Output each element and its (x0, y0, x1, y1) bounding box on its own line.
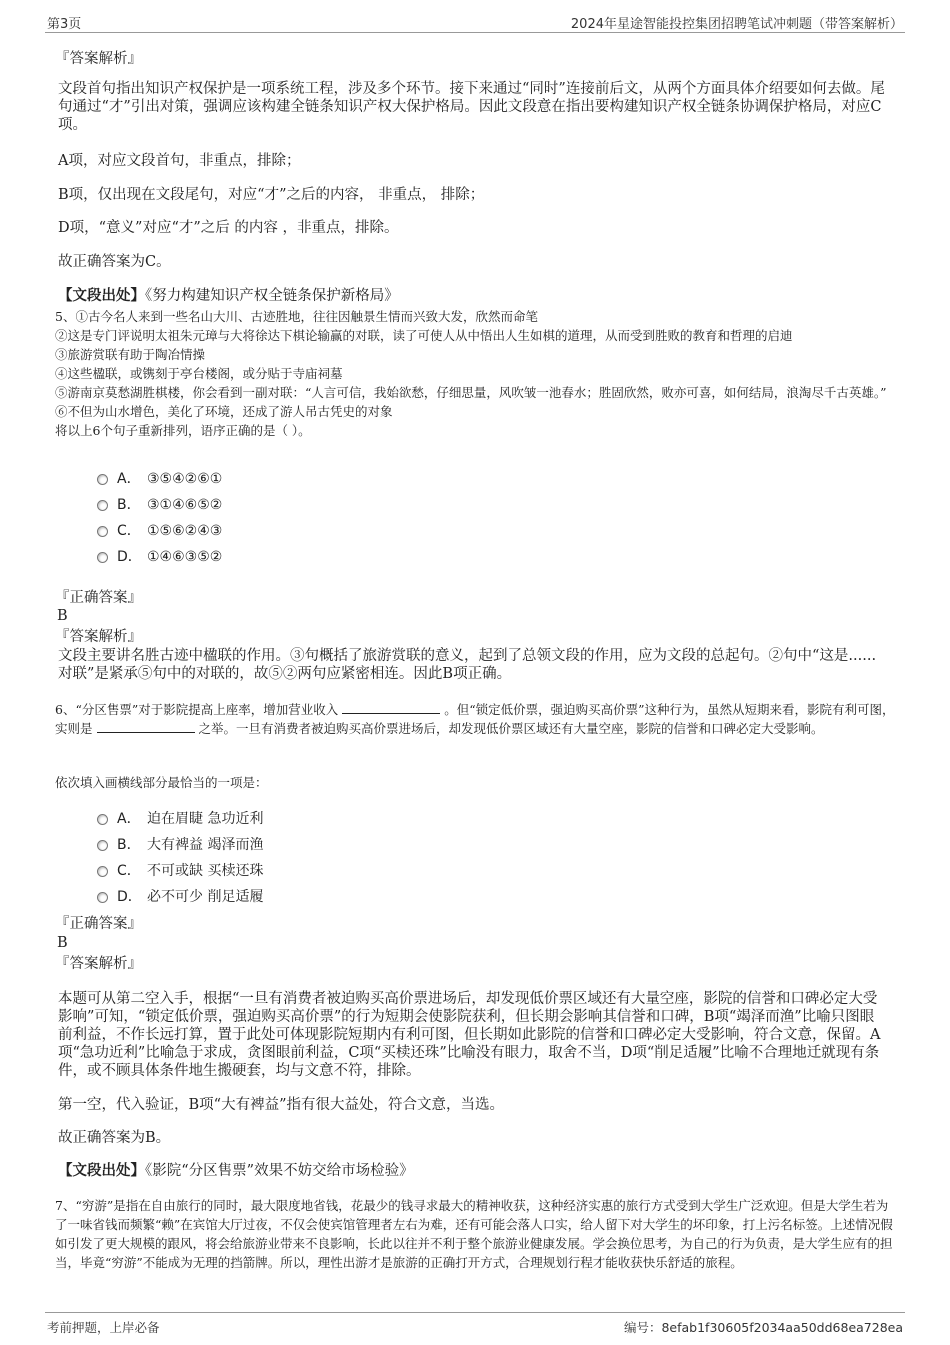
q5-stem-line: 将以上6个句子重新排列，语序正确的是（ ）。 (55, 423, 311, 438)
q6-option-d[interactable]: D． 必不可少 削足适履 (97, 888, 263, 906)
page-number: 第3页 (47, 17, 82, 32)
q4-source-title: 《努力构建知识产权全链条保护新格局》 (145, 288, 399, 304)
radio-icon[interactable] (97, 814, 108, 825)
q6-conclusion: 故正确答案为B。 (58, 1130, 171, 1146)
q4-option-b-note: B项，仅出现在文段尾句，对应“才”之后的内容， 非重点， 排除； (58, 187, 485, 203)
q7-stem: 7、“穷游”是指在自由旅行的同时，最大限度地省钱，花最少的钱寻求最大的精神收获，这种经济实惠的旅行方式受到大学生广泛欢迎。但是大学生若为了一味省钱而频繁“赖”在宾馆大厅过夜，不仅会使宾馆管理者左右为难，还有可能会落人口实，给人留下对大学生的坏印象，打上污名标签。上述情况假如引发了更大规模的跟风，将会给旅游业带来不良影响，长此以往并不利于整个旅游业健康发展。学会换位思考，为自己的行为负责，是大学生应有的担当，毕竟“穷游”不能成为无理的挡箭牌。所以，理性出游才是旅游的正确打开方式，合理规划行程才能收获快乐舒适的旅程。 (55, 1198, 893, 1270)
q5-stem-line: ④这些楹联，或镌刻于亭台楼阁，或分贴于寺庙祠墓 (55, 366, 343, 381)
q6-option-c[interactable]: C． 不可或缺 买椟还珠 (97, 862, 263, 880)
q6-source-label: 【文段出处】 (58, 1162, 145, 1179)
q5-answer-heading: 『正确答案』 (55, 590, 142, 606)
q4-analysis-para: 文段首句指出知识产权保护是一项系统工程，涉及多个环节。接下来通过“同时”连接前后文，从两个方面具体介绍要如何去做。尾句通过“才”引出对策，强调应该构建全链条知识产权大保护格局。因此文段意在指出要构建知识产权全链条协调保护格局，对应C项。 (58, 81, 885, 133)
q5-answer: B (57, 608, 68, 624)
blank-line (342, 701, 440, 714)
q6-answer-heading: 『正确答案』 (55, 916, 142, 932)
q6-option-a[interactable]: A． 迫在眉睫 急功近利 (97, 810, 263, 828)
radio-icon[interactable] (97, 892, 108, 903)
q6-analysis-para: 本题可从第二空入手，根据“一旦有消费者被迫购买高价票进场后，却发现低价票区域还有大量空座，影院的信誉和口碑必定大受影响”可知，“锁定低价票，强迫购买高价票”的行为短期会使影院获利，但长期会影响其信誉和口碑，B项“竭泽而渔”比喻只图眼前利益，不作长远打算，置于此处可体现影院短期内有利可图，但长期如此影院的信誉和口碑必定大受影响，符合文意，保留。A项“急功近利”比喻急于求成，贪图眼前利益，C项“买椟还珠”比喻没有眼力，取舍不当，D项“削足适履”比喻不合理地迁就现有条件，或不顾具体条件地生搬硬套，均与文意不符，排除。 (58, 991, 881, 1079)
q5-analysis: 文段主要讲名胜古迹中楹联的作用。③句概括了旅游赏联的意义，起到了总领文段的作用，应为文段的总起句。②句中“这是......对联”是紧承⑤句中的对联的，故⑤②两句应紧密相连。因此B项正确。 (58, 648, 877, 682)
q6-source (58, 1162, 903, 1180)
q6-source-title: 《影院“分区售票”效果不妨交给市场检验》 (145, 1163, 414, 1179)
q5-stem-line: 5、①古今名人来到一些名山大川、古迹胜地，往往因触景生情而兴致大发，欣然而命笔 (55, 309, 538, 324)
q5-stem-line: ②这是专门评说明太祖朱元璋与大将徐达下棋论输赢的对联，读了可使人从中悟出人生如棋的道理，从而受到胜败的教育和哲理的启迪 (55, 328, 793, 343)
q5-option-c[interactable]: C． ①⑤⑥②④③ (97, 522, 222, 540)
radio-icon[interactable] (97, 552, 108, 563)
q5-stem-line: ⑥不但为山水增色，美化了环境，还成了游人吊古凭史的对象 (55, 404, 393, 419)
page-footer (45, 1312, 905, 1335)
q5-stem-line: ③旅游赏联有助于陶冶情操 (55, 347, 206, 362)
q4-source-label: 【文段出处】 (58, 287, 145, 304)
q4-source (58, 287, 903, 305)
radio-icon[interactable] (97, 866, 108, 877)
document-title: 2024年星途智能投控集团招聘笔试冲刺题（带答案解析） (570, 17, 903, 32)
q6-verification: 第一空，代入验证，B项“大有裨益”指有很大益处，符合文意，当选。 (58, 1097, 504, 1113)
q5-option-b[interactable]: B． ③①④⑥⑤② (97, 496, 222, 514)
q5-option-a[interactable]: A． ③⑤④②⑥① (97, 470, 222, 488)
q6-option-b[interactable]: B． 大有裨益 竭泽而渔 (97, 836, 263, 854)
q4-option-a-note: A项，对应文段首句，非重点，排除； (58, 153, 301, 169)
q5-stem (55, 307, 900, 440)
radio-icon[interactable] (97, 526, 108, 537)
blank-line (97, 720, 195, 733)
document-id: 编号：8efab1f30605f2034aa50dd68ea728ea (623, 1320, 903, 1335)
radio-icon[interactable] (97, 840, 108, 851)
q5-analysis-heading: 『答案解析』 (55, 629, 142, 645)
q6-answer: B (57, 935, 68, 951)
q5-option-d[interactable]: D． ①④⑥③⑤② (97, 548, 222, 566)
page-header (45, 10, 905, 33)
radio-icon[interactable] (97, 500, 108, 511)
q4-option-d-note: D项，“意义”对应“才”之后 的内容 ，非重点，排除。 (58, 220, 399, 236)
q4-conclusion: 故正确答案为C。 (58, 254, 171, 270)
q4-analysis-heading: 『答案解析』 (55, 51, 142, 67)
q6-analysis-heading: 『答案解析』 (55, 956, 142, 972)
q6-stem: 6、“分区售票”对于影院提高上座率，增加营业收入 。但“锁定低价票，强迫购买高价票”这种行为，虽然从短期来看，影院有利可图，实则是 之举。一旦有消费者被迫购买高价票进场后，却发现低价票区域还有大量空座，影院的信誉和口碑必定大受影响。 (55, 702, 895, 736)
footer-slogan: 考前押题，上岸必备 (47, 1320, 160, 1335)
q5-stem-line: ⑤游南京莫愁湖胜棋楼，你会看到一副对联：“人言可信，我始欲愁，仔细思量，风吹皱一池春水；胜固欣然，败亦可喜，如何结局，浪淘尽千古英雄。” (55, 385, 887, 400)
q6-prompt: 依次填入画横线部分最恰当的一项是： (55, 775, 268, 790)
radio-icon[interactable] (97, 474, 108, 485)
